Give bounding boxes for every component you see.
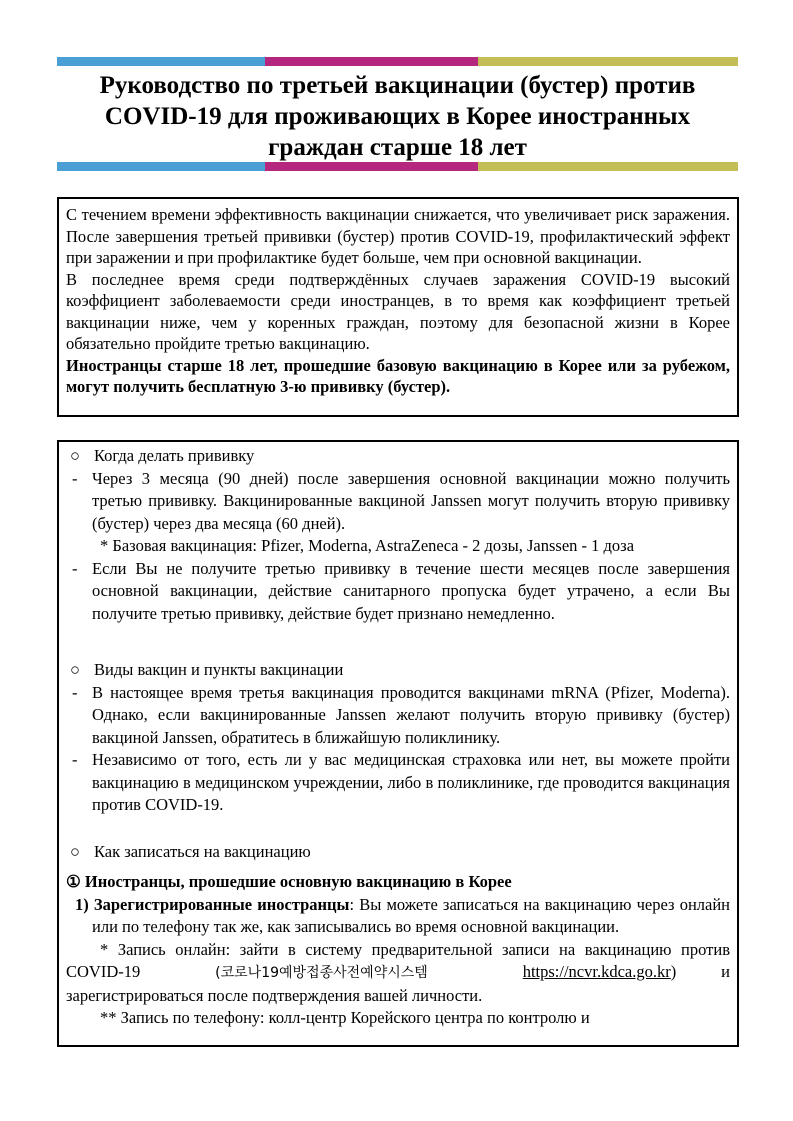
ncvr-link[interactable]: https://ncvr.kdca.go.kr [522, 962, 671, 981]
dash-bullet: - [72, 558, 78, 578]
korean-system-name: (코로나19예방접종사전예약시스템 [215, 965, 428, 981]
circle-bullet-icon: ○ [70, 660, 80, 679]
circle-bullet-icon: ○ [70, 841, 80, 861]
bottom-color-bar [57, 162, 738, 171]
color-bar-olive [478, 57, 738, 66]
color-bar-blue [57, 162, 265, 171]
intro-box [57, 197, 739, 417]
when-item-1: - Через 3 месяца (90 дней) после завершения основной вакцинации можно получить третью прививку. Вакцинированные вакциной Janssen могут получить вторую прививку (бустер) через два месяца (60 дней). [72, 468, 730, 533]
color-bar-blue [57, 57, 265, 66]
section-types-heading: ○ Виды вакцин и пункты вакцинации [66, 659, 730, 682]
registered-foreigners-item: 1) Зарегистрированные иностранцы: Вы можете записаться на вакцинацию через онлайн или по телефону так же, как записывались во время основной вакцинации. [75, 894, 730, 936]
main-content-box [57, 440, 739, 1047]
types-item-1: - В настоящее время третья вакцинация проводится вакцинами mRNA (Pfizer, Moderna). Однако, если вакцинированные Janssen желают получить вторую прививку (бустер) вакциной Janssen, обратитесь в ближайшую поликлинику. [72, 682, 730, 747]
online-signup-note: * Запись онлайн: зайти в систему предварительной записи на вакцинацию против COVID-19 (코로나19예방접종사전예약시스템 https://ncvr.kdca.go.kr) и зарегистрироваться после подтверждения вашей личности. [66, 939, 730, 1005]
dash-bullet: - [72, 468, 78, 488]
types-item-2: - Независимо от того, есть ли у вас медицинская страховка или нет, вы можете пройти вакцинацию в медицинском учреждении, либо в поликлинике, где проводится вакцинация против COVID-19. [72, 750, 730, 814]
phone-signup-note: ** Запись по телефону: колл-центр Корейского центра по контролю и [100, 1008, 590, 1027]
intro-paragraph-3: Иностранцы старше 18 лет, прошедшие базовую вакцинацию в Корее или за рубежом, могут получить бесплатную 3-ю прививку (бустер). [66, 355, 730, 396]
intro-paragraph-1: С течением времени эффективность вакцинации снижается, что увеличивает риск заражения. После завершения третьей прививки (бустер) против COVID-19, профилактический эффект при заражении и при профилактике будет больше, чем при основной вакцинации. [66, 205, 730, 267]
color-bar-magenta [265, 57, 478, 66]
section-signup-heading: ○ Как записаться на вакцинацию [66, 841, 730, 864]
when-item-2: - Если Вы не получите третью прививку в течение шести месяцев после завершения основной вакцинации, действие санитарного пропуска будет утрачено, а если Вы получите третью прививку, действие будет признано немедленно. [72, 558, 730, 623]
dash-bullet: - [72, 750, 78, 769]
color-bar-magenta [265, 162, 478, 171]
when-note: * Базовая вакцинация: Pfizer, Moderna, AstraZeneca - 2 дозы, Janssen - 1 доза [100, 536, 635, 555]
signup-subheading-1: ① Иностранцы, прошедшие основную вакцинацию в Корее [66, 872, 512, 891]
circle-bullet-icon: ○ [70, 446, 80, 465]
dash-bullet: - [72, 682, 78, 702]
intro-paragraph-2: В последнее время среди подтверждённых случаев заражения COVID-19 высокий коэффициент заболеваемости среди иностранцев, в то время как коэффициент третьей вакцинации ниже, чем у коренных граждан, поэтому для безопасной жизни в Корее обязательно пройдите третью вакцинацию. [66, 269, 730, 353]
color-bar-olive [478, 162, 738, 171]
registered-label: 1) Зарегистрированные иностранцы [75, 894, 350, 914]
section-when-heading: ○ Когда делать прививку [66, 445, 730, 468]
top-color-bar [57, 57, 738, 66]
page-title: Руководство по третьей вакцинации (бустер) против COVID-19 для проживающих в Корее иностранных граждан старше 18 лет [99, 72, 696, 161]
